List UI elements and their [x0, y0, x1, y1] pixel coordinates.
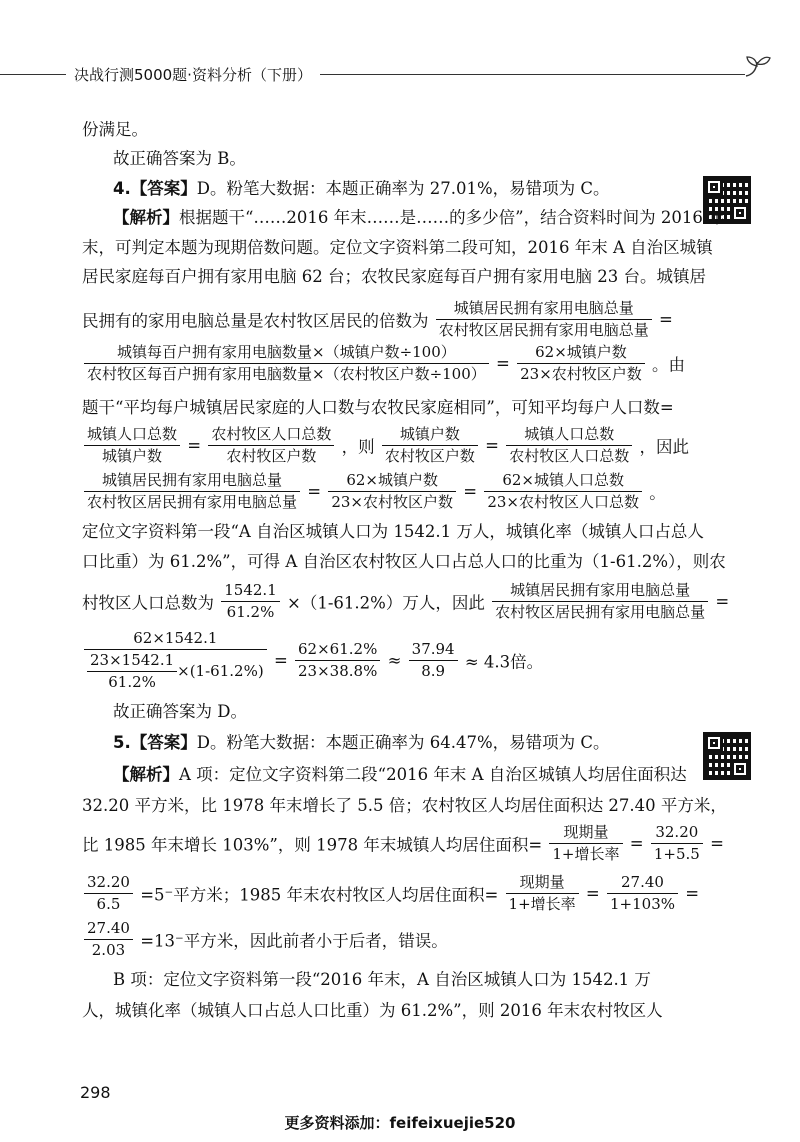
text-line: 居民家庭每百户拥有家用电脑 62 台；农牧民家庭每百户拥有家用电脑 23 台。城镇居	[82, 267, 706, 286]
equals-sign: =	[585, 884, 600, 903]
analysis-tag: 【解析】	[113, 208, 179, 227]
answer-text: D。粉笔大数据：本题正确率为 64.47%，易错项为 C。	[196, 733, 610, 752]
formula-line	[82, 628, 543, 693]
page-number: 298	[80, 1083, 111, 1102]
answer-text: D。粉笔大数据：本题正确率为 27.01%，易错项为 C。	[196, 179, 610, 198]
text-line: 32.20 平方米，比 1978 年末增长了 5.5 倍；农村牧区人均居住面积达 27.40 平方米，	[82, 796, 727, 815]
analysis-text: A 项：定位文字资料第二段“2016 年末 A 自治区城镇人均居住面积达	[179, 765, 687, 784]
fraction: $\frac{37.94}{8.9}$	[409, 639, 458, 682]
equals-sign: =	[710, 834, 724, 853]
text-line: 题干“平均每户城镇居民家庭的人口数与农牧民家庭相同”，可知平均每户人口数=	[82, 398, 674, 417]
formula-line	[82, 298, 673, 341]
text-span: =5⁻平方米；1985 年末农村牧区人均居住面积=	[140, 885, 499, 905]
fraction: $\frac{\text{城镇人口总数}}{\text{城镇户数}}$	[84, 424, 180, 467]
formula-line	[82, 580, 729, 623]
text-line	[113, 763, 713, 787]
answer-tag: 5.【答案】	[113, 733, 197, 752]
fraction: $\frac{\text{62×城镇户数}}{\text{23×农村牧区户数}}$	[328, 470, 456, 513]
fraction: $\frac{27.40}{2.03}$	[84, 918, 133, 961]
text-line: 定位文字资料第一段“A 自治区城镇人口为 1542.1 万人，城镇化率（城镇人口占总人	[82, 522, 704, 541]
equals-sign: =	[463, 482, 478, 501]
fraction: $\frac{\text{城镇居民拥有家用电脑总量}}{\text{农村牧区居民拥有家用电脑总量}}$	[436, 298, 652, 341]
fraction: $\frac{62\times 61.2\%}{23\times 38.8\%}$	[295, 639, 380, 682]
text-span: ≈ 4.3倍。	[464, 652, 544, 672]
text-line	[113, 177, 713, 201]
text-line	[113, 731, 713, 755]
text-span: 。	[649, 483, 666, 503]
analysis-text: 根据题干“……2016 年末……是……的多少倍”，结合资料时间为 2016 年	[179, 208, 725, 227]
compound-denominator: $\frac{23\times 1542.1}{61.2\%}$ ×(1-61.2%)	[84, 650, 267, 693]
equals-sign: =	[629, 834, 644, 853]
text-line: B 项：定位文字资料第一段“2016 年末，A 自治区城镇人口为 1542.1 万	[113, 970, 651, 989]
fraction: $\frac{\text{农村牧区人口总数}}{\text{农村牧区户数}}$	[208, 424, 334, 467]
text-span: ，则	[341, 437, 375, 457]
fraction: $\frac{\text{城镇人口总数}}{\text{农村牧区人口总数}}$	[506, 424, 632, 467]
fraction: $\frac{\text{现期量}}{\text{1+增长率}}$	[506, 872, 579, 915]
approx-sign: ≈	[387, 651, 402, 670]
footer-note: 更多资料添加：feifeixuejie520	[284, 1114, 516, 1132]
text-line: 末，可判定本题为现期倍数问题。定位文字资料第二段可知，2016 年末 A 自治区城镇	[82, 238, 713, 257]
equals-sign: =	[485, 436, 499, 455]
fraction: $\frac{32.20}{1+5.5}$	[651, 822, 703, 865]
fraction: $\frac{\text{城镇每百户拥有家用电脑数量×（城镇户数÷100）}}{\text{农村牧区每百户拥有家用电脑数量×（农村牧区户数÷100）}}$	[84, 342, 489, 385]
equals-sign: =	[685, 884, 700, 903]
fraction: $\frac{\text{城镇户数}}{\text{农村牧区户数}}$	[382, 424, 478, 467]
text-span: 比 1985 年末增长 103%”，则 1978 年末城镇人均居住面积=	[82, 835, 543, 855]
fraction: $\frac{32.20}{6.5}$	[84, 872, 133, 915]
formula-line	[82, 470, 666, 513]
formula-line	[82, 918, 448, 961]
text-line: 份满足。	[82, 120, 148, 139]
equals-sign: =	[496, 354, 510, 373]
header-title: 决战行测5000题·资料分析（下册）	[74, 66, 312, 84]
formula-line	[82, 424, 689, 467]
compound-fraction: 62×1542.1 $\frac{23\times 1542.1}{61.2\%}$ ×(1-61.2%)	[84, 628, 267, 693]
text-line: 故正确答案为 B。	[113, 149, 246, 168]
fraction: $\frac{\text{城镇居民拥有家用电脑总量}}{\text{农村牧区居民拥有家用电脑总量}}$	[492, 580, 708, 623]
fraction: $\frac{\text{62×城镇户数}}{\text{23×农村牧区户数}}$	[517, 342, 645, 385]
text-span: 村牧区人口总数为	[82, 593, 214, 613]
equals-sign: =	[273, 651, 288, 670]
text-span: 。由	[652, 355, 686, 375]
text-span: 民拥有的家用电脑总量是农村牧区居民的倍数为	[82, 311, 429, 331]
fraction: $\frac{1542.1}{61.2\%}$	[221, 580, 280, 623]
analysis-tag: 【解析】	[113, 765, 179, 784]
fraction: $\frac{\text{城镇居民拥有家用电脑总量}}{\text{农村牧区居民拥有家用电脑总量}}$	[84, 470, 300, 513]
equals-sign: =	[187, 436, 202, 455]
equals-sign: =	[659, 310, 673, 329]
formula-line	[82, 822, 724, 865]
fraction: $\frac{27.40}{1+103\%}$	[607, 872, 678, 915]
text-span: =13⁻平方米，因此前者小于后者，错误。	[140, 931, 448, 951]
text-line: 人，城镇化率（城镇人口占总人口比重）为 61.2%”，则 2016 年末农村牧区人	[82, 1001, 663, 1020]
formula-line	[82, 342, 685, 385]
text-span: ×（1-61.2%）万人，因此	[287, 593, 485, 613]
equals-sign: =	[307, 482, 322, 501]
text-span: ，因此	[639, 437, 689, 457]
text-line	[113, 206, 725, 230]
fraction: $\frac{\text{62×城镇人口总数}}{\text{23×农村牧区人口总数}}$	[484, 470, 642, 513]
text-line: 口比重）为 61.2%”，可得 A 自治区农村牧区人口占总人口的比重为（1-61.2%），则农	[82, 552, 726, 571]
equals-sign: =	[715, 592, 730, 611]
fraction: $\frac{23\times 1542.1}{61.2\%}$	[87, 650, 177, 693]
text-line: 故正确答案为 D。	[113, 702, 247, 721]
answer-tag: 4.【答案】	[113, 179, 197, 198]
fraction: $\frac{\text{现期量}}{\text{1+增长率}}$	[549, 822, 622, 865]
formula-line	[82, 872, 699, 915]
